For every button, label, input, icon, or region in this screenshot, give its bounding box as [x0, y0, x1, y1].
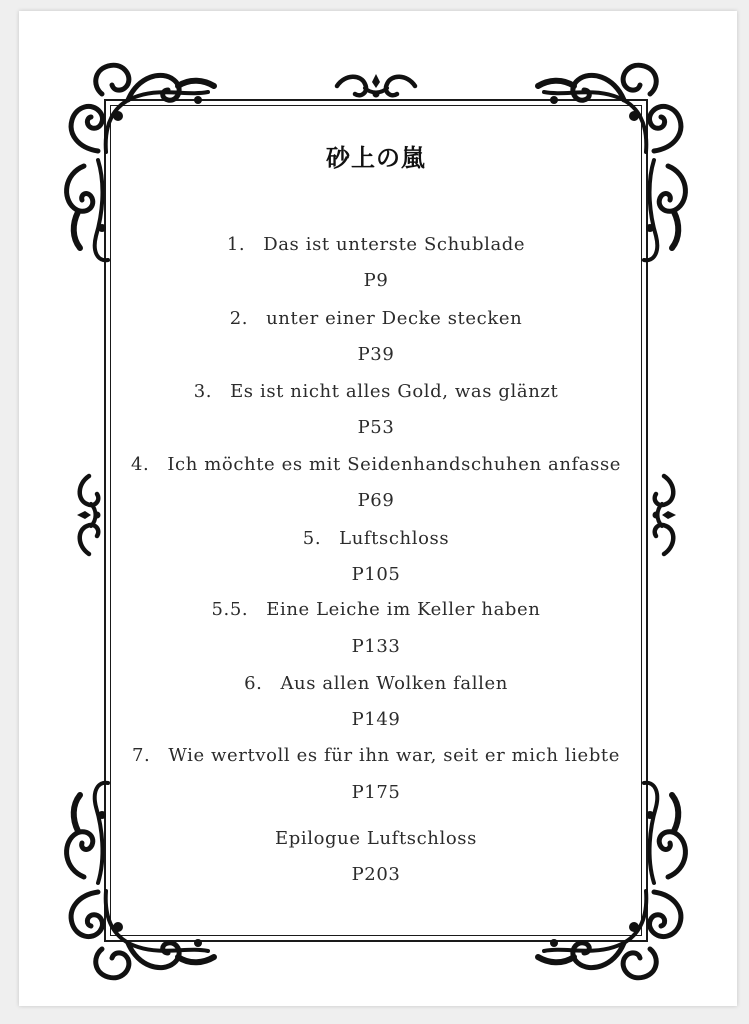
- ornament-right-center-icon: [650, 470, 680, 560]
- toc-entry-number: 5.5.: [211, 599, 249, 620]
- toc-entry-number: 7.: [131, 745, 151, 766]
- toc-entry-title: Luftschloss: [339, 528, 450, 549]
- toc-entry-title: Das ist unterste Schublade: [263, 234, 526, 255]
- toc-entry-5: [110, 528, 642, 549]
- toc-entry-title: Aus allen Wolken fallen: [280, 673, 508, 694]
- toc-entry-number: 4.: [130, 454, 150, 475]
- toc-entry-4: [110, 454, 642, 475]
- toc-entry-page: P105: [351, 564, 401, 585]
- toc-entry-title: Epilogue Luftschloss: [275, 828, 477, 849]
- toc-entry-title: Wie wertvoll es für ihn war, seit er mich liebte: [168, 745, 621, 766]
- toc-entry-page: P69: [357, 490, 395, 511]
- ornament-top-center-icon: [331, 70, 421, 100]
- toc-entry-title: Es ist nicht alles Gold, was glänzt: [230, 381, 559, 402]
- toc-entry-page: P39: [357, 344, 395, 365]
- toc-entry-7: [110, 745, 642, 766]
- book-title: 砂上の嵐: [326, 143, 426, 172]
- toc-entry-title: Eine Leiche im Keller haben: [266, 599, 541, 620]
- toc-entry-title: Ich möchte es mit Seidenhandschuhen anfasse: [167, 454, 622, 475]
- toc-entry-page: P175: [351, 782, 401, 803]
- toc-entry-page: P203: [351, 864, 401, 885]
- toc-entry-page: P133: [351, 636, 401, 657]
- toc-entry-number: 1.: [226, 234, 246, 255]
- toc-entry-6: [110, 673, 642, 694]
- toc-entry-page: P53: [357, 417, 395, 438]
- toc-entry-1: [110, 234, 642, 255]
- toc-entry-2: [110, 308, 642, 329]
- toc-entry-epilogue: [110, 828, 642, 849]
- ornament-left-center-icon: [73, 470, 103, 560]
- toc-entry-3: [110, 381, 642, 402]
- toc-entry-number: 5.: [302, 528, 322, 549]
- toc-entry-page: P9: [363, 270, 389, 291]
- toc-entry-number: 3.: [193, 381, 213, 402]
- toc-entry-title: unter einer Decke stecken: [266, 308, 523, 329]
- toc-entry-5-5: [110, 599, 642, 620]
- toc-entry-number: 6.: [244, 673, 263, 694]
- toc-entry-page: P149: [351, 709, 401, 730]
- toc-entry-number: 2.: [229, 308, 249, 329]
